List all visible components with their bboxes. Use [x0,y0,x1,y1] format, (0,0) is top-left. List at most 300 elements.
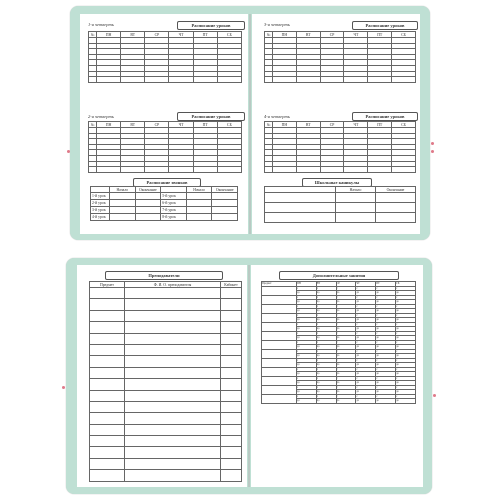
table-row [265,167,416,173]
time-cell[interactable]: до [297,372,317,377]
time-cell[interactable]: с [316,376,336,381]
time-cell[interactable]: до [316,300,336,305]
time-cell[interactable]: до [316,354,336,359]
time-cell[interactable]: до [356,381,376,386]
table-cell[interactable] [221,322,242,333]
time-cell[interactable]: до [336,399,356,404]
time-cell[interactable]: до [336,345,356,350]
time-cell[interactable]: до [376,399,396,404]
time-cell[interactable]: с [336,331,356,336]
table-cell[interactable] [90,367,125,378]
time-cell[interactable]: до [396,363,416,368]
table-cell[interactable] [90,401,125,412]
table-cell[interactable] [221,413,242,424]
table-cell[interactable] [376,193,416,203]
time-cell[interactable]: до [297,291,317,296]
table-cell[interactable] [273,167,297,173]
table-cell[interactable] [265,213,336,223]
table-cell[interactable] [135,214,161,221]
table-cell[interactable] [90,447,125,458]
time-cell[interactable]: до [396,354,416,359]
table-cell[interactable]: 4-й урок [91,214,110,221]
table-cell[interactable] [193,77,217,83]
time-cell[interactable]: с [316,313,336,318]
time-cell[interactable]: до [316,381,336,386]
time-cell[interactable]: с [297,331,317,336]
time-cell[interactable]: с [356,358,376,363]
time-cell[interactable]: с [336,295,356,300]
time-cell[interactable]: до [316,336,336,341]
time-cell[interactable]: с [297,394,317,399]
time-cell[interactable]: с [297,376,317,381]
time-cell[interactable]: до [297,390,317,395]
time-cell[interactable]: до [396,300,416,305]
time-cell[interactable]: с [356,295,376,300]
table-cell[interactable] [212,200,238,207]
time-cell[interactable]: до [297,300,317,305]
time-cell[interactable]: с [297,340,317,345]
time-cell[interactable]: с [356,394,376,399]
time-cell[interactable]: с [297,295,317,300]
table-cell[interactable] [265,77,273,83]
time-cell[interactable]: до [336,291,356,296]
time-cell[interactable]: с [316,349,336,354]
table-cell[interactable] [110,200,136,207]
table-cell[interactable] [125,367,221,378]
table-cell[interactable] [125,299,221,310]
table-cell[interactable] [265,203,336,213]
time-cell[interactable]: с [396,313,416,318]
table-cell[interactable] [336,193,376,203]
table-cell[interactable] [221,470,242,481]
time-cell[interactable]: до [336,309,356,314]
time-cell[interactable]: с [297,385,317,390]
schedule-table-q1 [88,31,242,83]
table-cell[interactable] [221,447,242,458]
time-cell[interactable]: до [396,372,416,377]
header-cell: Предмет [90,282,125,288]
table-cell[interactable] [217,167,241,173]
time-cell[interactable]: с [396,304,416,309]
table-cell[interactable] [135,200,161,207]
time-cell[interactable]: до [316,363,336,368]
time-cell[interactable]: до [336,381,356,386]
time-cell[interactable]: до [316,345,336,350]
table-cell[interactable] [125,356,221,367]
table-row [90,288,242,299]
time-cell[interactable]: с [336,349,356,354]
time-cell[interactable]: до [336,372,356,377]
table-cell[interactable] [186,207,212,214]
time-cell[interactable]: до [336,363,356,368]
time-cell[interactable]: с [316,331,336,336]
time-cell[interactable]: до [396,390,416,395]
table-cell[interactable] [262,349,297,358]
time-cell[interactable]: с [316,304,336,309]
table-cell[interactable]: 3-й урок [91,207,110,214]
time-cell[interactable]: с [336,322,356,327]
table-cell[interactable] [90,379,125,390]
table-cell[interactable] [344,167,368,173]
time-cell[interactable]: с [316,394,336,399]
time-cell[interactable]: с [336,313,356,318]
time-cell[interactable]: с [396,340,416,345]
time-cell[interactable]: до [316,390,336,395]
table-cell[interactable] [376,203,416,213]
table-cell[interactable] [90,310,125,321]
table-cell[interactable] [212,214,238,221]
table-cell[interactable] [262,394,297,403]
time-cell[interactable]: до [297,363,317,368]
table-cell[interactable] [89,77,97,83]
table-cell[interactable] [145,167,169,173]
time-cell[interactable]: до [316,399,336,404]
table-row [265,193,416,203]
time-cell[interactable]: с [396,367,416,372]
time-cell[interactable]: до [356,399,376,404]
time-cell[interactable]: до [376,363,396,368]
table-cell[interactable] [90,344,125,355]
time-cell[interactable]: с [376,367,396,372]
time-cell[interactable]: с [356,376,376,381]
time-cell[interactable]: до [396,345,416,350]
time-cell[interactable]: до [297,399,317,404]
time-cell[interactable]: с [356,313,376,318]
time-cell[interactable]: до [376,372,396,377]
time-cell[interactable]: с [396,331,416,336]
time-cell[interactable]: до [356,345,376,350]
table-cell[interactable] [262,367,297,376]
time-cell[interactable]: с [356,331,376,336]
time-cell[interactable]: с [376,304,396,309]
time-cell[interactable]: до [376,390,396,395]
time-cell[interactable]: с [396,322,416,327]
time-cell[interactable]: до [297,309,317,314]
time-cell[interactable]: до [396,399,416,404]
time-cell[interactable]: до [356,309,376,314]
table-cell[interactable] [186,193,212,200]
time-cell[interactable]: с [376,394,396,399]
table-cell[interactable] [125,424,221,435]
table-cell[interactable] [392,77,416,83]
table-cell[interactable] [212,207,238,214]
table-cell[interactable] [125,333,221,344]
time-cell[interactable]: до [396,336,416,341]
time-cell[interactable]: с [376,340,396,345]
time-cell[interactable]: до [297,381,317,386]
time-cell[interactable]: с [297,322,317,327]
time-cell[interactable]: до [297,327,317,332]
time-cell[interactable]: до [396,291,416,296]
time-cell[interactable]: до [336,390,356,395]
table-cell[interactable] [296,77,320,83]
table-cell[interactable] [336,203,376,213]
table-cell[interactable] [221,356,242,367]
time-cell[interactable]: до [336,336,356,341]
time-cell[interactable]: до [297,345,317,350]
decorative-dot [431,150,434,153]
table-cell[interactable] [262,295,297,304]
time-cell[interactable]: с [336,376,356,381]
table-cell[interactable] [296,167,320,173]
time-cell[interactable]: до [356,336,376,341]
header-cell: ПТ [193,122,217,128]
time-cell[interactable]: с [376,295,396,300]
time-cell[interactable]: с [396,394,416,399]
table-cell[interactable] [90,322,125,333]
table-cell[interactable] [221,390,242,401]
time-cell[interactable]: с [336,304,356,309]
table-cell[interactable] [125,470,221,481]
time-cell[interactable]: до [376,309,396,314]
table-cell[interactable] [89,167,97,173]
time-cell[interactable]: до [336,354,356,359]
time-cell[interactable]: до [376,381,396,386]
time-cell[interactable]: до [376,336,396,341]
time-cell[interactable]: с [376,313,396,318]
time-cell[interactable]: с [376,376,396,381]
table-cell[interactable] [97,77,121,83]
time-cell[interactable]: до [396,309,416,314]
time-cell[interactable]: с [396,376,416,381]
table-cell[interactable] [90,356,125,367]
table-cell[interactable]: 1-й урок [91,193,110,200]
time-cell[interactable]: до [376,291,396,296]
time-cell[interactable]: до [297,354,317,359]
table-cell[interactable] [145,77,169,83]
time-cell[interactable]: до [376,345,396,350]
time-cell[interactable]: до [336,327,356,332]
time-cell[interactable]: с [376,358,396,363]
time-cell[interactable]: с [297,367,317,372]
table-cell[interactable] [125,379,221,390]
time-cell[interactable]: до [396,327,416,332]
time-cell[interactable]: с [376,349,396,354]
table-cell[interactable] [125,436,221,447]
time-cell[interactable]: с [376,322,396,327]
table-cell[interactable] [121,167,145,173]
table-cell[interactable] [262,358,297,367]
time-cell[interactable]: до [336,318,356,323]
table-cell[interactable] [125,413,221,424]
table-cell[interactable] [376,213,416,223]
table-cell[interactable] [265,167,273,173]
time-cell[interactable]: до [316,309,336,314]
table-cell[interactable] [262,385,297,394]
time-cell[interactable]: до [356,300,376,305]
time-cell[interactable]: до [297,318,317,323]
quarter-label: 2-я четверть [88,114,114,119]
time-cell[interactable]: до [356,372,376,377]
time-cell[interactable]: до [356,363,376,368]
time-cell[interactable]: с [396,286,416,291]
time-cell[interactable]: до [336,300,356,305]
table-cell[interactable] [368,167,392,173]
table-cell[interactable] [125,390,221,401]
time-cell[interactable]: с [356,322,376,327]
table-cell[interactable] [90,413,125,424]
table-cell[interactable] [90,458,125,469]
header-cell: ПН [97,32,121,38]
time-cell[interactable]: до [376,300,396,305]
time-cell[interactable]: с [297,358,317,363]
table-cell[interactable] [265,193,336,203]
time-cell[interactable]: до [356,327,376,332]
time-cell[interactable]: с [297,304,317,309]
table-cell[interactable] [90,424,125,435]
time-cell[interactable]: с [316,358,336,363]
table-row [90,447,242,458]
time-cell[interactable]: с [336,286,356,291]
table-cell[interactable] [262,331,297,340]
page-left-top [80,14,248,234]
time-cell[interactable]: с [297,286,317,291]
time-cell[interactable]: с [376,385,396,390]
table-cell[interactable] [90,288,125,299]
table-cell[interactable] [221,288,242,299]
table-cell[interactable] [90,333,125,344]
table-cell[interactable] [121,77,145,83]
time-cell[interactable]: до [356,291,376,296]
time-cell[interactable]: с [336,367,356,372]
time-cell[interactable]: до [316,327,336,332]
table-cell[interactable] [90,470,125,481]
table-cell[interactable] [90,390,125,401]
table-cell[interactable] [221,379,242,390]
table-cell[interactable] [221,436,242,447]
table-cell[interactable]: 7-й урок [161,207,187,214]
header-cell: ВТ [296,122,320,128]
time-cell[interactable]: до [376,318,396,323]
table-cell[interactable] [90,436,125,447]
table-cell[interactable] [320,77,344,83]
table-cell[interactable] [221,367,242,378]
table-cell[interactable] [221,299,242,310]
table-cell[interactable] [273,77,297,83]
time-cell[interactable]: с [316,295,336,300]
table-cell[interactable] [212,193,238,200]
time-cell[interactable]: до [396,318,416,323]
table-cell[interactable] [262,376,297,385]
time-cell[interactable]: с [356,385,376,390]
time-cell[interactable]: до [297,336,317,341]
table-cell[interactable] [221,401,242,412]
time-cell[interactable]: с [396,385,416,390]
time-cell[interactable]: до [376,354,396,359]
time-cell[interactable]: с [316,286,336,291]
table-cell[interactable] [169,167,193,173]
time-cell[interactable]: с [336,385,356,390]
time-cell[interactable]: до [396,381,416,386]
table-cell[interactable] [135,207,161,214]
time-cell[interactable]: с [356,304,376,309]
table-cell[interactable] [392,167,416,173]
time-cell[interactable]: с [336,394,356,399]
time-cell[interactable]: с [356,349,376,354]
table-cell[interactable] [125,401,221,412]
time-cell[interactable]: с [316,340,336,345]
table-cell[interactable]: 5-й урок [161,193,187,200]
table-cell[interactable] [262,304,297,313]
table-cell[interactable] [110,207,136,214]
table-cell[interactable] [135,193,161,200]
table-cell[interactable] [221,333,242,344]
table-cell[interactable] [262,286,297,295]
table-cell[interactable] [336,213,376,223]
table-cell[interactable] [320,167,344,173]
table-cell[interactable] [344,77,368,83]
time-cell[interactable]: с [396,295,416,300]
header-cell: СБ [217,32,241,38]
table-cell[interactable] [125,458,221,469]
time-cell[interactable]: до [356,390,376,395]
time-cell[interactable]: с [316,385,336,390]
table-cell[interactable] [125,288,221,299]
time-cell[interactable]: до [376,327,396,332]
table-cell[interactable] [110,214,136,221]
quarter-label: 4-я четверть [264,114,290,119]
time-cell[interactable]: с [396,349,416,354]
page-right-bottom [251,265,423,487]
table-cell[interactable] [217,77,241,83]
table-cell[interactable] [125,344,221,355]
header-cell: СР [336,282,356,287]
time-cell[interactable]: с [297,349,317,354]
header-cell: ПН [97,122,121,128]
time-cell[interactable]: с [376,331,396,336]
time-cell[interactable]: с [297,313,317,318]
table-cell[interactable] [186,214,212,221]
time-cell[interactable]: до [316,372,336,377]
table-cell[interactable] [368,77,392,83]
table-cell[interactable]: 6-й урок [161,200,187,207]
table-cell[interactable]: 2-й урок [91,200,110,207]
table-cell[interactable] [186,200,212,207]
time-cell[interactable]: до [316,318,336,323]
table-cell[interactable] [221,458,242,469]
header-cell: ПН [273,122,297,128]
table-cell[interactable] [110,193,136,200]
time-cell[interactable]: с [356,367,376,372]
table-cell[interactable] [193,167,217,173]
time-cell[interactable]: до [356,354,376,359]
table-cell[interactable] [125,322,221,333]
table-cell[interactable] [262,313,297,322]
time-cell[interactable]: с [336,340,356,345]
time-cell[interactable]: до [316,291,336,296]
table-cell[interactable] [221,424,242,435]
table-cell[interactable]: 8-й урок [161,214,187,221]
table-cell[interactable] [262,340,297,349]
time-cell[interactable]: с [356,286,376,291]
time-cell[interactable]: с [356,340,376,345]
table-cell[interactable] [169,77,193,83]
time-cell[interactable]: с [316,322,336,327]
time-cell[interactable]: с [376,286,396,291]
header-cell: ВТ [316,282,336,287]
table-cell[interactable] [262,322,297,331]
table-cell[interactable] [125,310,221,321]
table-cell[interactable] [97,167,121,173]
table-cell[interactable] [125,447,221,458]
time-cell[interactable]: с [316,367,336,372]
table-cell[interactable] [90,299,125,310]
table-cell[interactable] [221,310,242,321]
time-cell[interactable]: с [336,358,356,363]
time-cell[interactable]: с [396,358,416,363]
table-cell[interactable] [221,344,242,355]
time-cell[interactable]: до [356,318,376,323]
